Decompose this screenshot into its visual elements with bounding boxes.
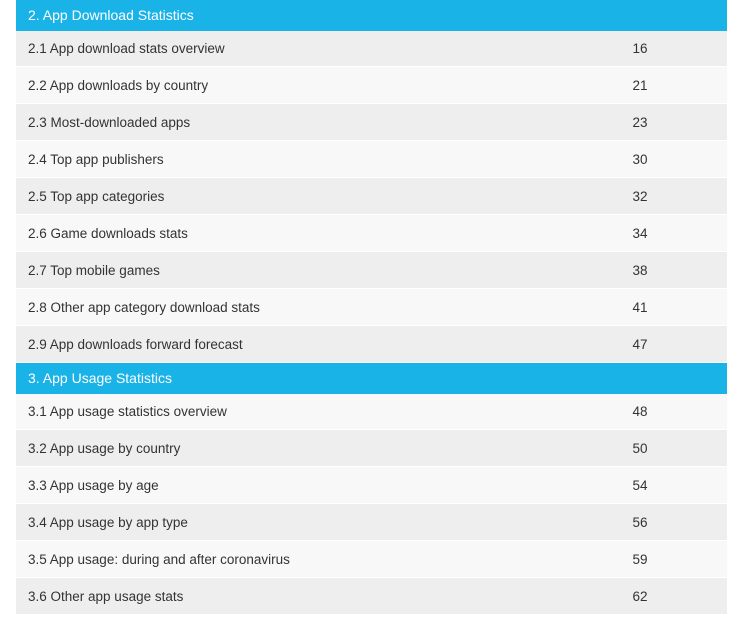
toc-page-number: 38	[632, 262, 648, 278]
toc-page-number: 47	[632, 336, 648, 352]
toc-item-label: 2.3 Most-downloaded apps	[28, 114, 191, 130]
toc-item-label: 2.4 Top app publishers	[28, 151, 164, 167]
section-header-download[interactable]: 2. App Download Statistics	[16, 0, 727, 31]
toc-item-label: 2.8 Other app category download stats	[28, 299, 260, 315]
toc-item-label: 2.5 Top app categories	[28, 188, 165, 204]
toc-page-number: 56	[632, 514, 648, 530]
toc-row[interactable]	[16, 326, 727, 363]
toc-item-label: 3.2 App usage by country	[28, 440, 181, 456]
toc-page-number: 23	[632, 114, 648, 130]
toc-item-label: 2.7 Top mobile games	[28, 262, 160, 278]
toc-page-number: 32	[632, 188, 648, 204]
toc-row[interactable]	[16, 178, 727, 215]
toc-row[interactable]	[16, 31, 727, 67]
toc-page-number: 34	[632, 225, 648, 241]
toc-item-label: 2.9 App downloads forward forecast	[28, 336, 243, 352]
toc-item-label: 2.2 App downloads by country	[28, 77, 209, 93]
toc-page-number: 41	[632, 299, 648, 315]
toc-row[interactable]	[16, 504, 727, 541]
section-header-usage[interactable]: 3. App Usage Statistics	[16, 363, 727, 394]
toc-row[interactable]	[16, 104, 727, 141]
toc-row[interactable]	[16, 467, 727, 504]
toc-row[interactable]	[16, 67, 727, 104]
toc-item-label: 2.1 App download stats overview	[28, 41, 225, 56]
toc-page-number: 54	[632, 477, 648, 493]
toc-item-label: 3.5 App usage: during and after coronavirus	[28, 551, 290, 567]
toc-row[interactable]	[16, 252, 727, 289]
toc-row[interactable]	[16, 141, 727, 178]
table-of-contents	[16, 0, 727, 615]
toc-item-label: 3.3 App usage by age	[28, 477, 159, 493]
toc-page-number: 16	[632, 41, 648, 56]
toc-row[interactable]	[16, 289, 727, 326]
toc-row[interactable]	[16, 430, 727, 467]
toc-page-number: 50	[632, 440, 648, 456]
toc-row[interactable]	[16, 541, 727, 578]
toc-page-number: 59	[632, 551, 648, 567]
toc-item-label: 3.4 App usage by app type	[28, 514, 188, 530]
toc-row[interactable]	[16, 215, 727, 252]
toc-item-label: 3.1 App usage statistics overview	[28, 404, 227, 419]
toc-item-label: 3.6 Other app usage stats	[28, 588, 184, 604]
toc-page-number: 30	[632, 151, 648, 167]
toc-page-number: 48	[632, 404, 648, 419]
toc-page-number: 21	[632, 77, 648, 93]
toc-item-label: 2.6 Game downloads stats	[28, 225, 188, 241]
toc-row[interactable]	[16, 394, 727, 430]
toc-page-number: 62	[632, 588, 648, 604]
toc-row[interactable]	[16, 578, 727, 615]
